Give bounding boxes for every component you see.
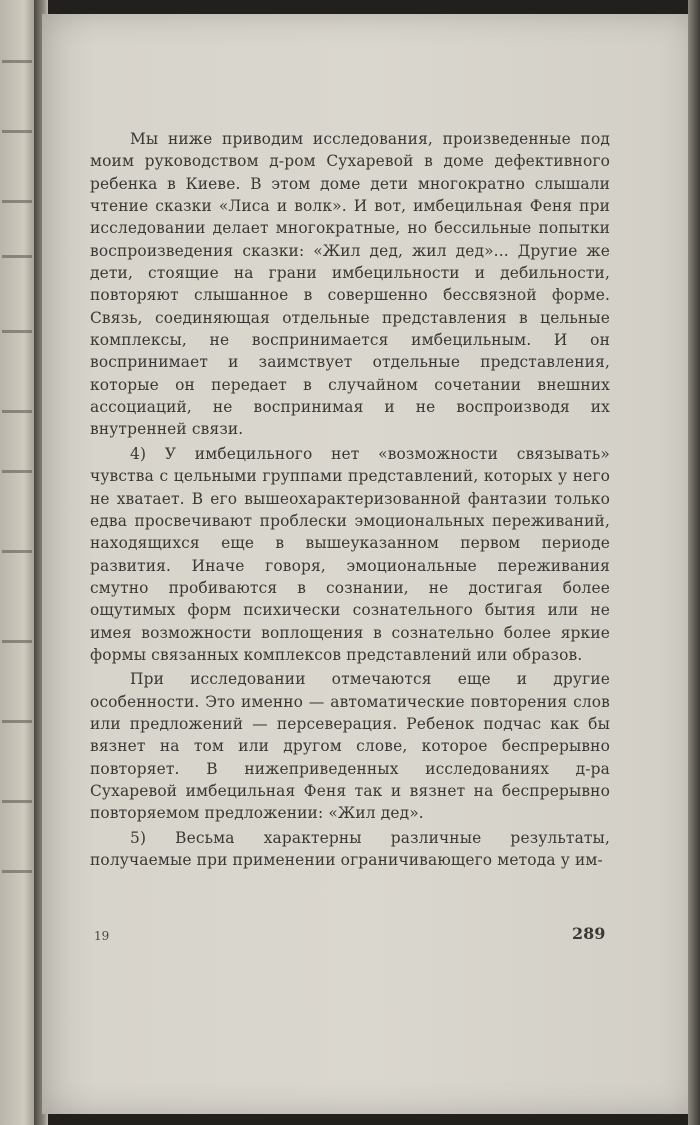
paragraph-2: 4) У имбецильного нет «возможности связывать» чувства с цельными группами представлений, которых у него не хватает. В его вышеохарактеризованной фантазии только едва просвечивают проблески эмоциональных переживаний, находящихся еще в вышеуказанном первом периоде развития. Иначе говоря, эмоциональные переживания смутно пробиваются в сознании, не достигая более ощутимых форм психически сознательного бытия или не имея возможности воплощения в сознательно более яркие формы связанных комплексов представлений или образов. xyxy=(90,444,610,664)
page-number: 289 xyxy=(572,924,606,943)
page-stack-edge xyxy=(688,0,700,1125)
paragraph-1: Мы ниже приводим исследования, произведенные под моим руководством д-ром Сухаревой в доме дефективного ребенка в Киеве. В этом доме дети многократно слышали чтение сказки «Лиса и волк». И вот, имбецильная Феня при исследовании делает многократные, но бессильные попытки воспроизведения сказки: «Жил дед, жил дед»... Другие же дети, стоящие на грани имбецильности и дебильности, повторяют слышанное в совершенно бессвязной форме. Связь, соединяющая отдельные представления в цельные комплексы, не воспринимается имбецильным. И он воспринимает и заимствует отдельные представления, которые он передает в случайном сочетании внешних ассоциаций, не воспринимая и не воспроизводя их внутренней связи. xyxy=(90,130,610,439)
book-page xyxy=(42,14,692,1114)
page-body-text xyxy=(90,128,610,871)
paragraph-4: 5) Весьма характерны различные результаты, получаемые при применении ограничивающего метода у им- xyxy=(90,828,610,869)
paragraph-3: При исследовании отмечаются еще и другие особенности. Это именно — автоматические повторения слов или предложений — персеверация. Ребенок подчас как бы вязнет на том или другом слове, которое беспрерывно повторяет. В нижеприведенных исследованиях д-ра Сухаревой имбецильная Феня так и вязнет на беспрерывно повторяемом предложении: «Жил дед». xyxy=(90,670,610,823)
printer-signature: 19 xyxy=(94,929,110,943)
